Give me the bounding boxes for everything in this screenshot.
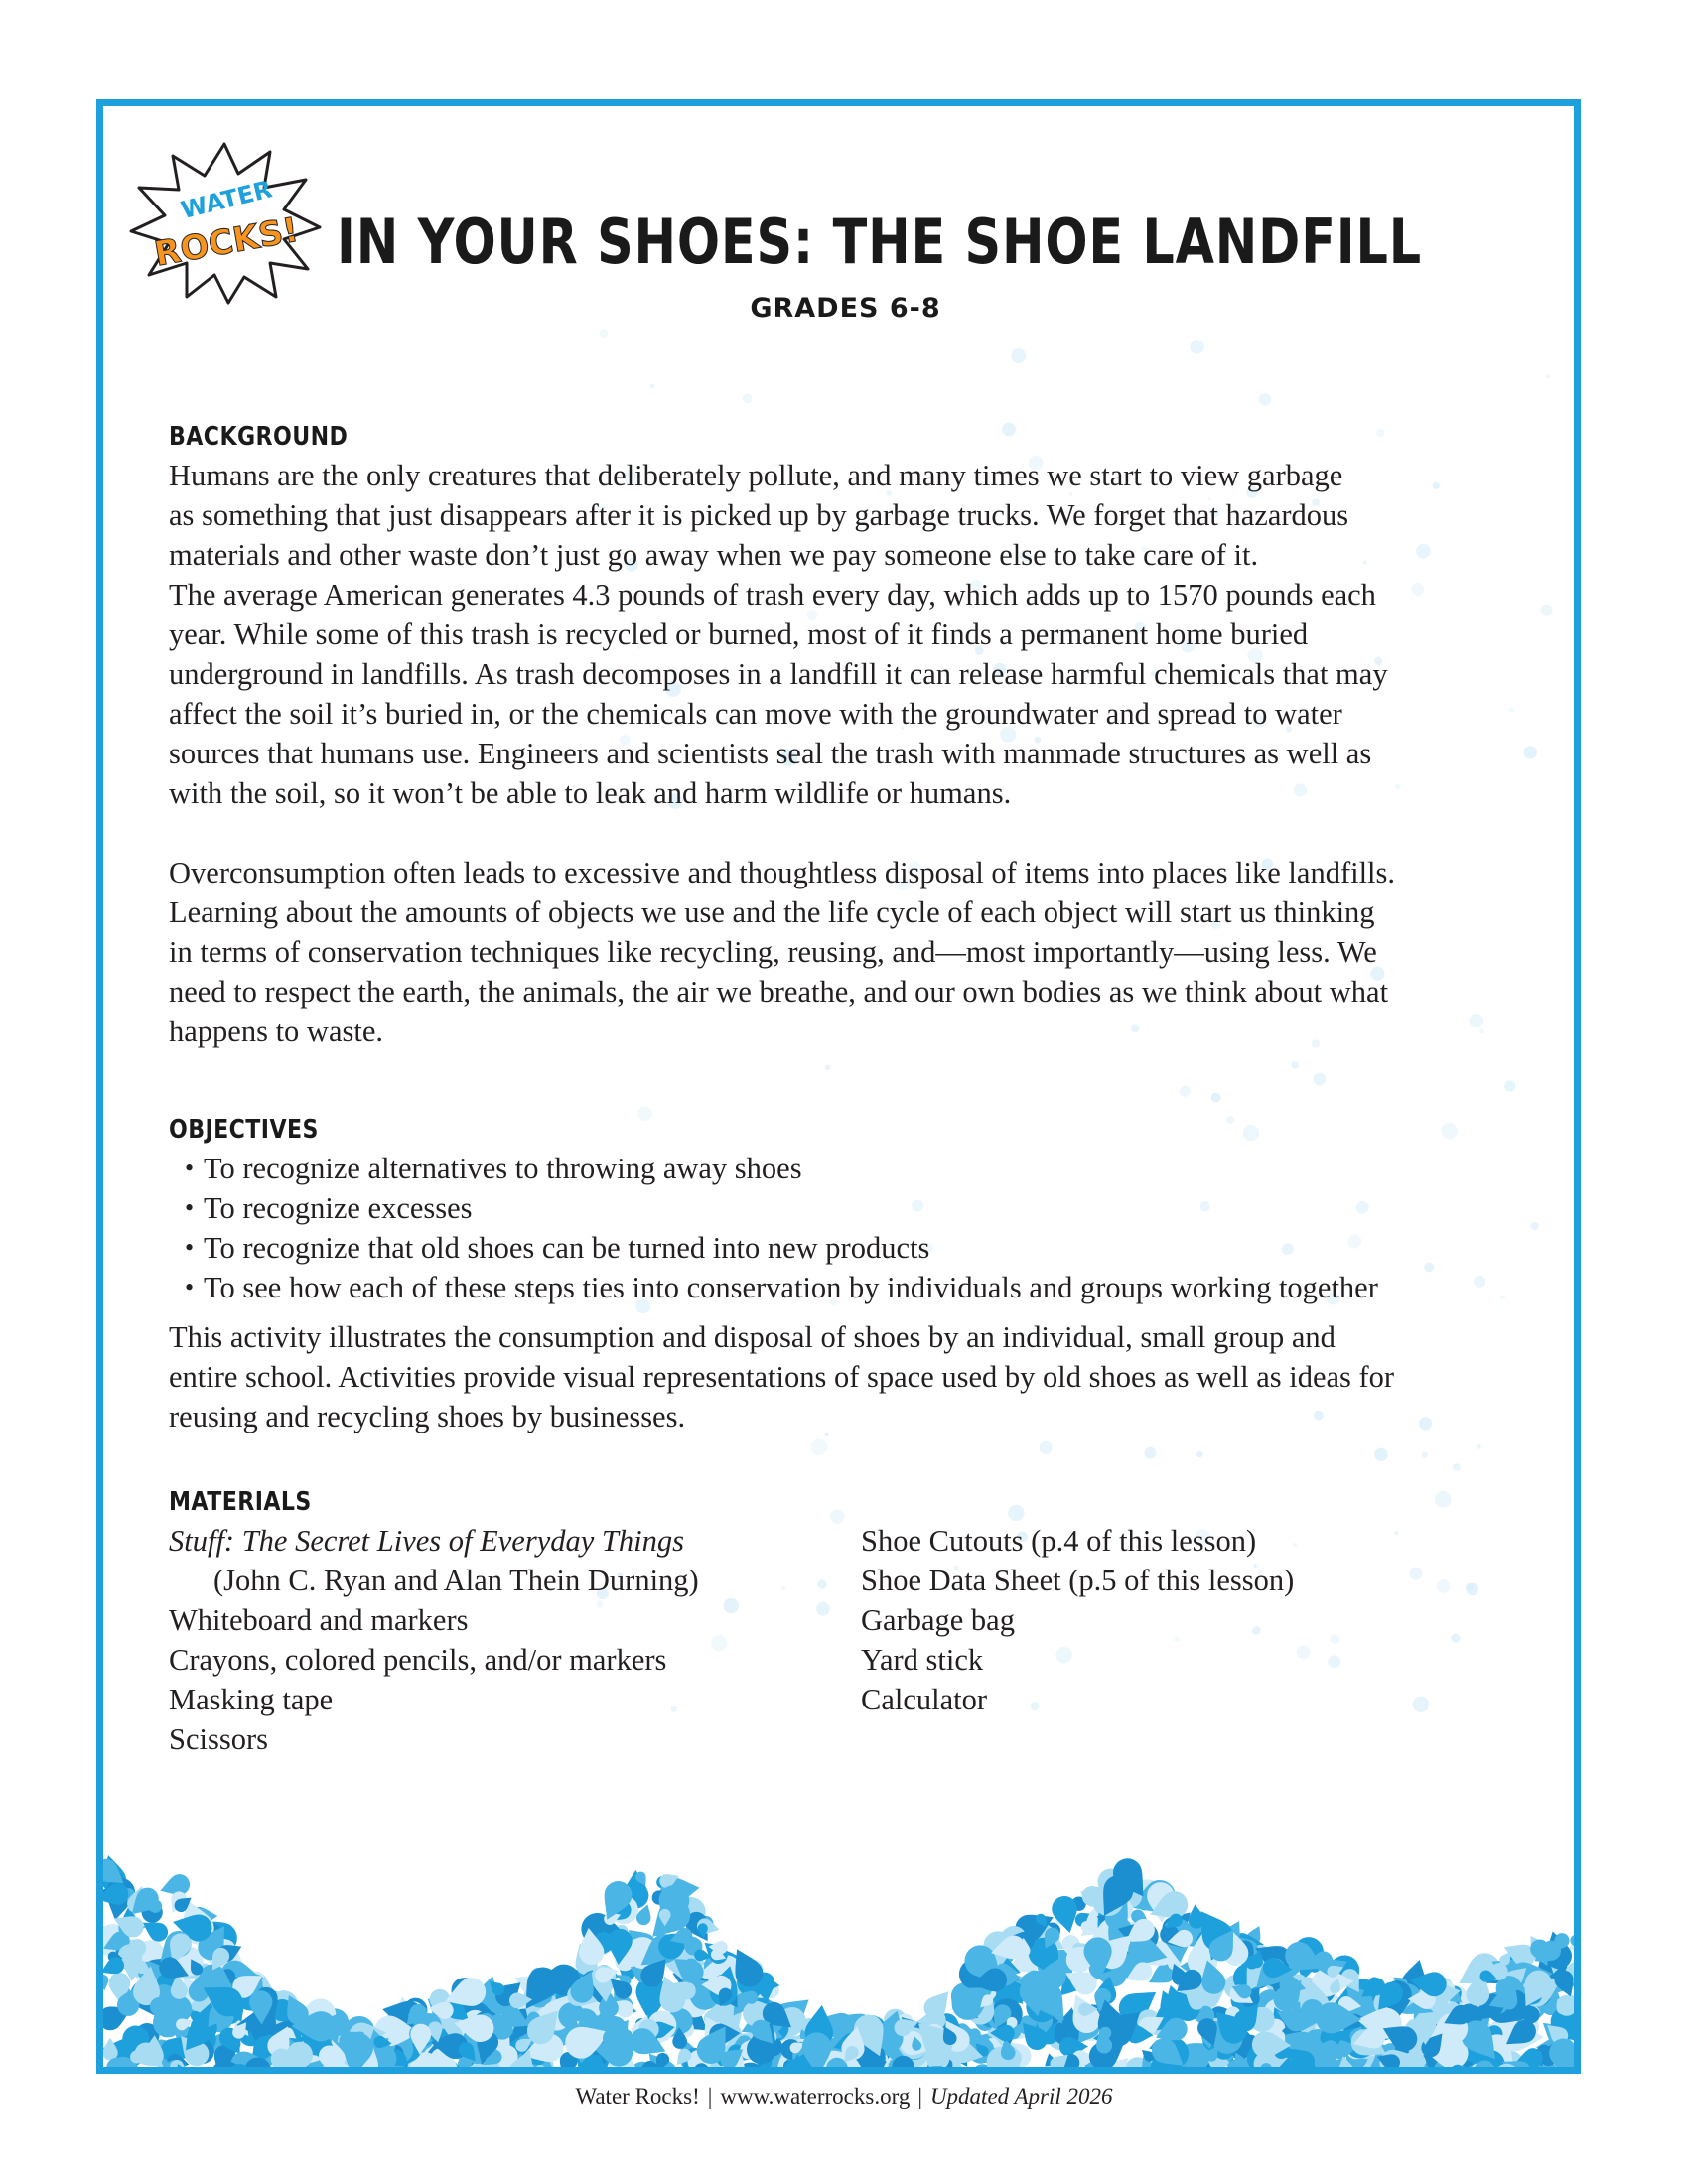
list-item: Garbage bag <box>861 1603 1015 1637</box>
water-drop-icon <box>1239 2067 1257 2074</box>
text-line: affect the soil it’s buried in, or the chemicals can move with the groundwater and spread to water <box>169 697 1342 731</box>
text-line: need to respect the earth, the animals, the air we breathe, and our own bodies as we think about what <box>169 975 1389 1009</box>
background-paragraph-2 <box>169 853 1539 1051</box>
text-line: materials and other waste don’t just go away when we pay someone else to take care of it. <box>169 538 1259 572</box>
water-drop-icon <box>1348 2066 1380 2074</box>
footer-separator: | <box>707 2084 713 2109</box>
water-drop-icon <box>726 2066 755 2074</box>
background-paragraph-1 <box>169 456 1539 813</box>
text-line: as something that just disappears after it is picked up by garbage trucks. We forget that hazardous <box>169 498 1349 532</box>
footer-url-link[interactable]: www.waterrocks.org <box>720 2084 911 2109</box>
water-drop-icon <box>1575 2003 1581 2026</box>
water-drop-icon <box>259 2071 303 2074</box>
water-drop-icon <box>774 2071 800 2074</box>
background-heading: BACKGROUND <box>169 422 349 452</box>
water-rocks-logo <box>125 136 324 305</box>
water-drop-icon <box>140 2067 160 2074</box>
water-drop-icon <box>896 2067 924 2074</box>
water-drop-icon <box>363 2071 384 2074</box>
page-title: IN YOUR SHOES: THE SHOE LANDFILL <box>337 205 1422 278</box>
water-drop-icon <box>302 2068 333 2074</box>
water-drop-icon <box>790 2069 826 2074</box>
water-drop-icon <box>1327 2067 1355 2074</box>
water-drop-icon <box>330 2073 353 2074</box>
water-drop-icon <box>377 2072 417 2074</box>
water-drop-icon <box>187 2068 237 2074</box>
list-item: • To recognize that old shoes can be turned into new products <box>185 1228 1378 1268</box>
water-drop-icon <box>365 2069 388 2074</box>
water-drop-icon <box>829 2070 864 2074</box>
text-line: The average American generates 4.3 pounds of trash every day, which adds up to 1570 pounds each <box>169 578 1376 612</box>
water-drop-icon <box>1576 1951 1581 1969</box>
list-item: Calculator <box>861 1683 988 1716</box>
list-item: (John C. Ryan and Alan Thein Durning) <box>213 1564 699 1597</box>
water-drop-icon <box>551 2068 580 2074</box>
water-drop-icon <box>431 2068 481 2074</box>
footer-org: Water Rocks! <box>575 2084 700 2109</box>
water-drop-icon <box>1570 1933 1581 1947</box>
water-drop-icon <box>859 2068 879 2074</box>
water-drop-icon <box>371 2069 410 2074</box>
water-drop-icon <box>297 2068 322 2074</box>
water-drop-icon <box>508 2068 536 2074</box>
water-drop-icon <box>1033 2068 1063 2074</box>
list-item: Yard stick <box>861 1643 984 1677</box>
list-item: • To recognize excesses <box>185 1188 1378 1228</box>
water-drop-icon <box>608 2072 626 2074</box>
list-item: Masking tape <box>169 1683 334 1716</box>
text-line: with the soil, so it won’t be able to leak and harm wildlife or humans. <box>169 776 1012 810</box>
text-line: underground in landfills. As trash decomposes in a landfill it can release harmful chemicals that may <box>169 657 1388 691</box>
objectives-heading: OBJECTIVES <box>169 1115 319 1145</box>
text-line: entire school. Activities provide visual representations of space used by old shoes as well as ideas for <box>169 1360 1395 1394</box>
text-line: Overconsumption often leads to excessive and thoughtless disposal of items into places like landfills. <box>169 856 1396 889</box>
list-item: • To recognize alternatives to throwing away shoes <box>185 1149 1378 1188</box>
list-item: Shoe Cutouts (p.4 of this lesson) <box>861 1524 1257 1558</box>
water-drop-icon <box>103 2038 118 2061</box>
water-drop-icon <box>793 2068 833 2074</box>
page-footer <box>0 2084 1688 2110</box>
text-line: Learning about the amounts of objects we use and the life cycle of each object will start us thinking <box>169 895 1375 929</box>
water-drop-icon <box>1447 2072 1475 2074</box>
text-line: sources that humans use. Engineers and scientists seal the trash with manmade structures as well as <box>169 737 1372 770</box>
objectives-list <box>185 1149 1378 1307</box>
water-drop-icon <box>865 2070 908 2074</box>
water-drop-icon <box>837 2067 878 2074</box>
grade-level: GRADES 6-8 <box>750 293 941 324</box>
list-item: Stuff: The Secret Lives of Everyday Things <box>169 1524 684 1558</box>
water-drop-icon <box>268 2066 313 2074</box>
water-drop-icon <box>478 2066 506 2074</box>
water-drop-icon <box>1289 2069 1313 2074</box>
objectives-summary <box>169 1317 1539 1436</box>
text-line: Humans are the only creatures that deliberately pollute, and many times we start to view garbage <box>169 459 1343 492</box>
text-line: in terms of conservation techniques like recycling, reusing, and—most importantly—using less. We <box>169 935 1377 969</box>
water-drop-icon <box>785 2071 802 2074</box>
water-drop-icon <box>866 2071 912 2074</box>
water-drop-icon <box>837 2070 863 2074</box>
water-drop-icon <box>666 2068 694 2074</box>
materials-list-right <box>861 1521 1294 1719</box>
text-line: year. While some of this trash is recycled or burned, most of it finds a permanent home buried <box>169 617 1309 651</box>
water-drop-icon <box>841 2067 878 2074</box>
list-item: Crayons, colored pencils, and/or markers <box>169 1643 667 1677</box>
water-drop-icon <box>765 2071 805 2074</box>
water-drop-icon <box>1536 2073 1558 2074</box>
water-drop-icon <box>432 2072 464 2074</box>
water-drop-icon <box>1170 2066 1210 2074</box>
text-line: This activity illustrates the consumption and disposal of shoes by an individual, small group and <box>169 1320 1336 1354</box>
water-drop-icon <box>1230 2067 1260 2074</box>
water-drop-icon <box>937 2069 960 2074</box>
water-drop-icon <box>366 2072 385 2074</box>
water-drop-icon <box>797 2070 821 2074</box>
water-drop-icon <box>1480 2066 1530 2074</box>
svg-text:WATER: WATER <box>178 175 275 225</box>
water-drop-icon <box>747 2071 780 2074</box>
list-item: Whiteboard and markers <box>169 1603 469 1637</box>
water-drop-waves-decoration <box>103 106 1581 2074</box>
footer-separator: | <box>917 2084 922 2109</box>
list-item: • To see how each of these steps ties into conservation by individuals and groups working together <box>185 1268 1378 1307</box>
svg-text:ROCKS!: ROCKS! <box>151 209 302 275</box>
water-drop-icon <box>801 2032 833 2074</box>
text-line: reusing and recycling shoes by businesses. <box>169 1400 686 1433</box>
water-drop-icon <box>1329 2070 1379 2074</box>
footer-updated: Updated April 2026 <box>929 2084 1113 2109</box>
list-item: Shoe Data Sheet (p.5 of this lesson) <box>861 1564 1295 1597</box>
water-drop-icon <box>653 2073 684 2074</box>
water-drop-icon <box>1080 2067 1093 2074</box>
list-item: Scissors <box>169 1722 268 1756</box>
water-drop-icon <box>415 2070 443 2074</box>
water-drop-icon <box>953 2071 971 2074</box>
materials-heading: MATERIALS <box>169 1487 312 1517</box>
water-drop-icon <box>585 2070 623 2074</box>
page-frame <box>96 99 1581 2074</box>
text-line: happens to waste. <box>169 1015 383 1048</box>
materials-list-left <box>169 1521 699 1759</box>
water-drop-icon <box>293 2066 320 2074</box>
water-drop-icon <box>1411 2068 1429 2074</box>
